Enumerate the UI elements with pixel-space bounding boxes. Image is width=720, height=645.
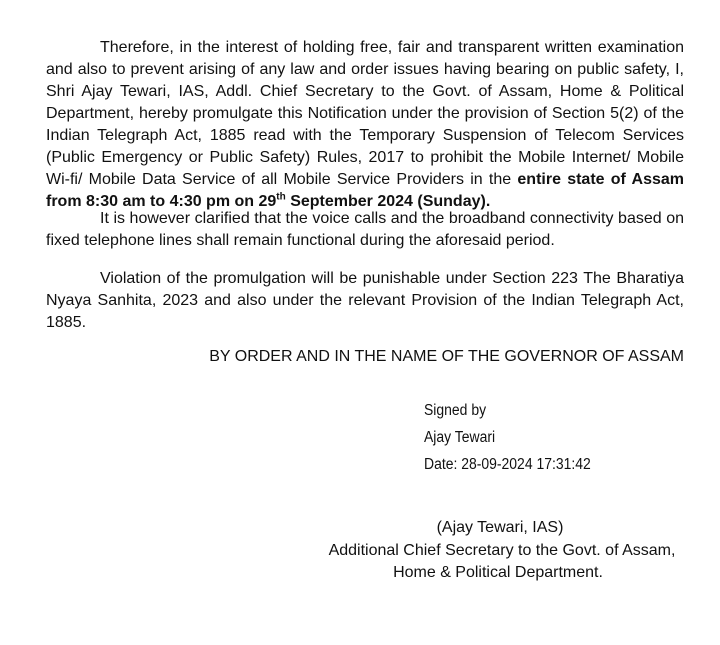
signed-by-label: Signed by [424, 402, 487, 419]
officer-name: (Ajay Tewari, IAS) [436, 519, 564, 536]
officer-designation: Additional Chief Secretary to the Govt. of Assam, [328, 542, 676, 559]
signature-date: Date: 28-09-2024 17:31:42 [424, 456, 591, 473]
paragraph-prohibition-text: Therefore, in the interest of holding free, fair and transparent written examination and also to prevent arising of any law and order issues having bearing on public safety, I, Shri Ajay Tewari, IAS, Addl. Chief Secretary to the Govt. of Assam, Home & Political Department, hereby promulgate this Notification under the provision of Section 5(2) of the Indian Telegraph Act, 1885 read with the Temporary Suspension of Telecom Services (Public Emergency or Public Safety) Rules, 2017 to prohibit the Mobile Internet/ Mobile Wi-fi/ Mobile Data Service of all Mobile Service Providers in the [46, 39, 684, 188]
paragraph-prohibition [46, 37, 684, 213]
signer-name: Ajay Tewari [424, 429, 496, 446]
order-line: BY ORDER AND IN THE NAME OF THE GOVERNOR OF ASSAM [209, 348, 684, 365]
paragraph-clarification: It is however clarified that the voice calls and the broadband connectivity based on fixed telephone lines shall remain functional during the aforesaid period. [46, 210, 684, 249]
paragraph-violation: Violation of the promulgation will be punishable under Section 223 The Bharatiya Nyaya Sanhita, 2023 and also under the relevant Provision of the Indian Telegraph Act, 1885. [46, 270, 684, 331]
officer-department: Home & Political Department. [393, 564, 603, 581]
prohibition-period: entire state of Assam from 8:30 am to 4:30 pm on 29th September 2024 (Sunday). [46, 171, 684, 210]
